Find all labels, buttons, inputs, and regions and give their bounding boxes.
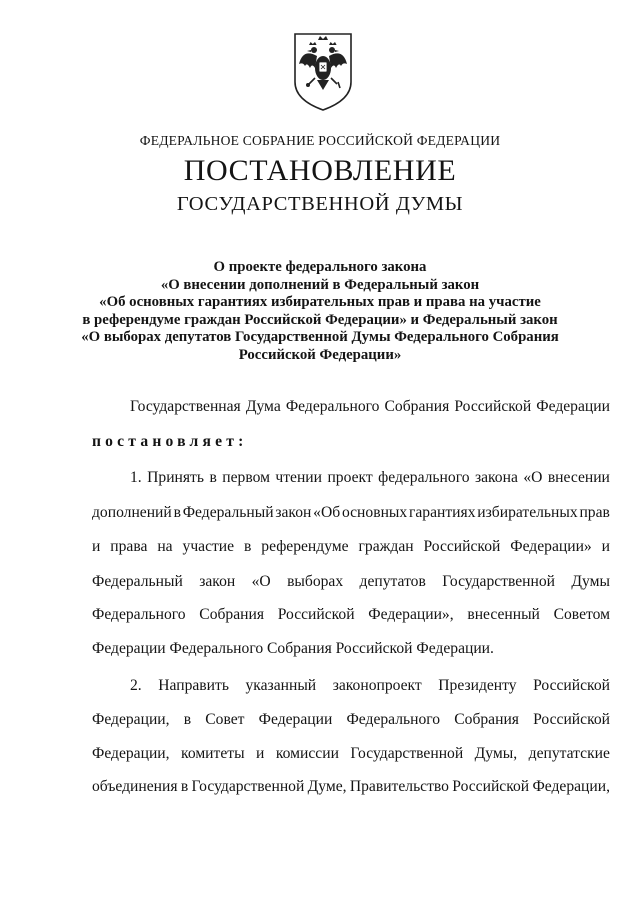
- title-line: в референдуме граждан Российской Федерации» и Федеральный закон: [82, 311, 558, 328]
- word: Принять: [147, 469, 204, 486]
- word: Федерации»: [510, 538, 592, 555]
- word: Президенту: [438, 677, 517, 694]
- word: Российской: [454, 398, 532, 415]
- word: на: [157, 538, 173, 555]
- word: закон: [275, 504, 312, 521]
- word: Собрания: [199, 606, 265, 623]
- word: основных: [341, 504, 408, 521]
- word: «Об: [313, 504, 341, 521]
- word: проект: [327, 469, 373, 486]
- word: прав: [579, 504, 610, 521]
- word: дополнений: [92, 504, 172, 521]
- word: «О: [523, 469, 543, 486]
- paragraph-1-line: [92, 504, 610, 522]
- word: внесении: [547, 469, 610, 486]
- word: Федерации,: [532, 778, 610, 795]
- word: Государственной: [191, 778, 305, 795]
- title-line: «О выборах депутатов Государственной Думы Федерального Собрания: [81, 329, 559, 346]
- word: депутатские: [528, 745, 610, 762]
- word: Федерации,: [92, 711, 170, 728]
- word: Федерального: [92, 606, 186, 623]
- paragraph-2-line: [92, 778, 610, 796]
- word: Российской: [533, 677, 610, 694]
- word: избирательных: [477, 504, 578, 521]
- word: участие: [182, 538, 235, 555]
- word: Государственная: [130, 398, 241, 415]
- word: чтении: [275, 469, 322, 486]
- word: комиссии: [275, 745, 339, 762]
- word: и: [256, 745, 265, 762]
- assembly-name: ФЕДЕРАЛЬНОЕ СОБРАНИЕ РОССИЙСКОЙ ФЕДЕРАЦИИ: [139, 133, 501, 148]
- word: Федерального: [285, 398, 380, 415]
- word: Совет: [205, 711, 245, 728]
- word: Федерации,: [92, 745, 170, 762]
- word: депутатов: [359, 573, 426, 590]
- word: объединения: [92, 778, 178, 795]
- word: Федерации»,: [368, 606, 454, 623]
- word: в: [209, 469, 217, 486]
- word: граждан: [358, 538, 414, 555]
- word: первом: [222, 469, 270, 486]
- paragraph-1-line: [92, 573, 610, 591]
- document-title: [60, 259, 580, 365]
- word: Российской: [452, 778, 530, 795]
- word: права: [110, 538, 148, 555]
- word: федерального: [378, 469, 470, 486]
- word: выборах: [287, 573, 344, 590]
- word: закона: [474, 469, 518, 486]
- word: Думе,: [307, 778, 347, 795]
- document-issuer: ГОСУДАРСТВЕННОЙ ДУМЫ: [176, 193, 464, 215]
- title-line: О проекте федерального закона: [213, 259, 427, 275]
- word: «О: [251, 573, 271, 590]
- coat-of-arms-icon: [291, 30, 355, 112]
- word: закон: [199, 573, 236, 590]
- word: внесенный: [467, 606, 540, 623]
- word: Направить: [158, 677, 229, 694]
- paragraph-2-line: [130, 677, 610, 695]
- preamble-line: [130, 398, 610, 416]
- word: в: [183, 711, 192, 728]
- word: Федерального: [346, 711, 441, 728]
- resolves-word: постановляет:: [92, 433, 248, 450]
- word: и: [601, 538, 610, 555]
- word: и: [92, 538, 101, 555]
- word: Дума: [245, 398, 281, 415]
- title-line: «Об основных гарантиях избирательных прав и права на участие: [99, 294, 541, 311]
- word: Государственной: [442, 573, 556, 590]
- word: Федеральный: [92, 573, 183, 590]
- word: в: [173, 504, 181, 521]
- word: в: [244, 538, 252, 555]
- word: указанный: [245, 677, 317, 694]
- document-type: ПОСТАНОВЛЕНИЕ: [183, 154, 457, 187]
- word: Думы: [571, 573, 610, 590]
- word: Федерации: [258, 711, 333, 728]
- word: Собрания: [454, 711, 519, 728]
- word: Федеральный: [182, 504, 274, 521]
- word: законопроект: [332, 677, 422, 694]
- word: гарантиях: [408, 504, 476, 521]
- paragraph-1-line: Федерации Федерального Собрания Российской Федерации.: [92, 640, 494, 657]
- paragraph-1-line: [92, 606, 610, 624]
- word: в: [180, 778, 189, 795]
- word: Российской: [423, 538, 501, 555]
- word: референдуме: [261, 538, 349, 555]
- title-line: Российской Федерации»: [238, 346, 402, 363]
- word: Думы,: [474, 745, 518, 762]
- word: Российской: [533, 711, 610, 728]
- word: Советом: [553, 606, 610, 623]
- title-line: «О внесении дополнений в Федеральный закон: [160, 276, 480, 293]
- paragraph-1-line: [92, 538, 610, 556]
- word: Государственной: [350, 745, 464, 762]
- word: комитеты: [181, 745, 245, 762]
- word: Собрания: [384, 398, 450, 415]
- word: Российской: [277, 606, 355, 623]
- paragraph-2-line: [92, 711, 610, 729]
- paragraph-2-line: [92, 745, 610, 763]
- word: Правительство: [349, 778, 449, 795]
- word: Федерации: [536, 398, 610, 415]
- word: 1.: [130, 469, 142, 486]
- paragraph-1-line: [130, 469, 610, 487]
- word: 2.: [130, 677, 142, 694]
